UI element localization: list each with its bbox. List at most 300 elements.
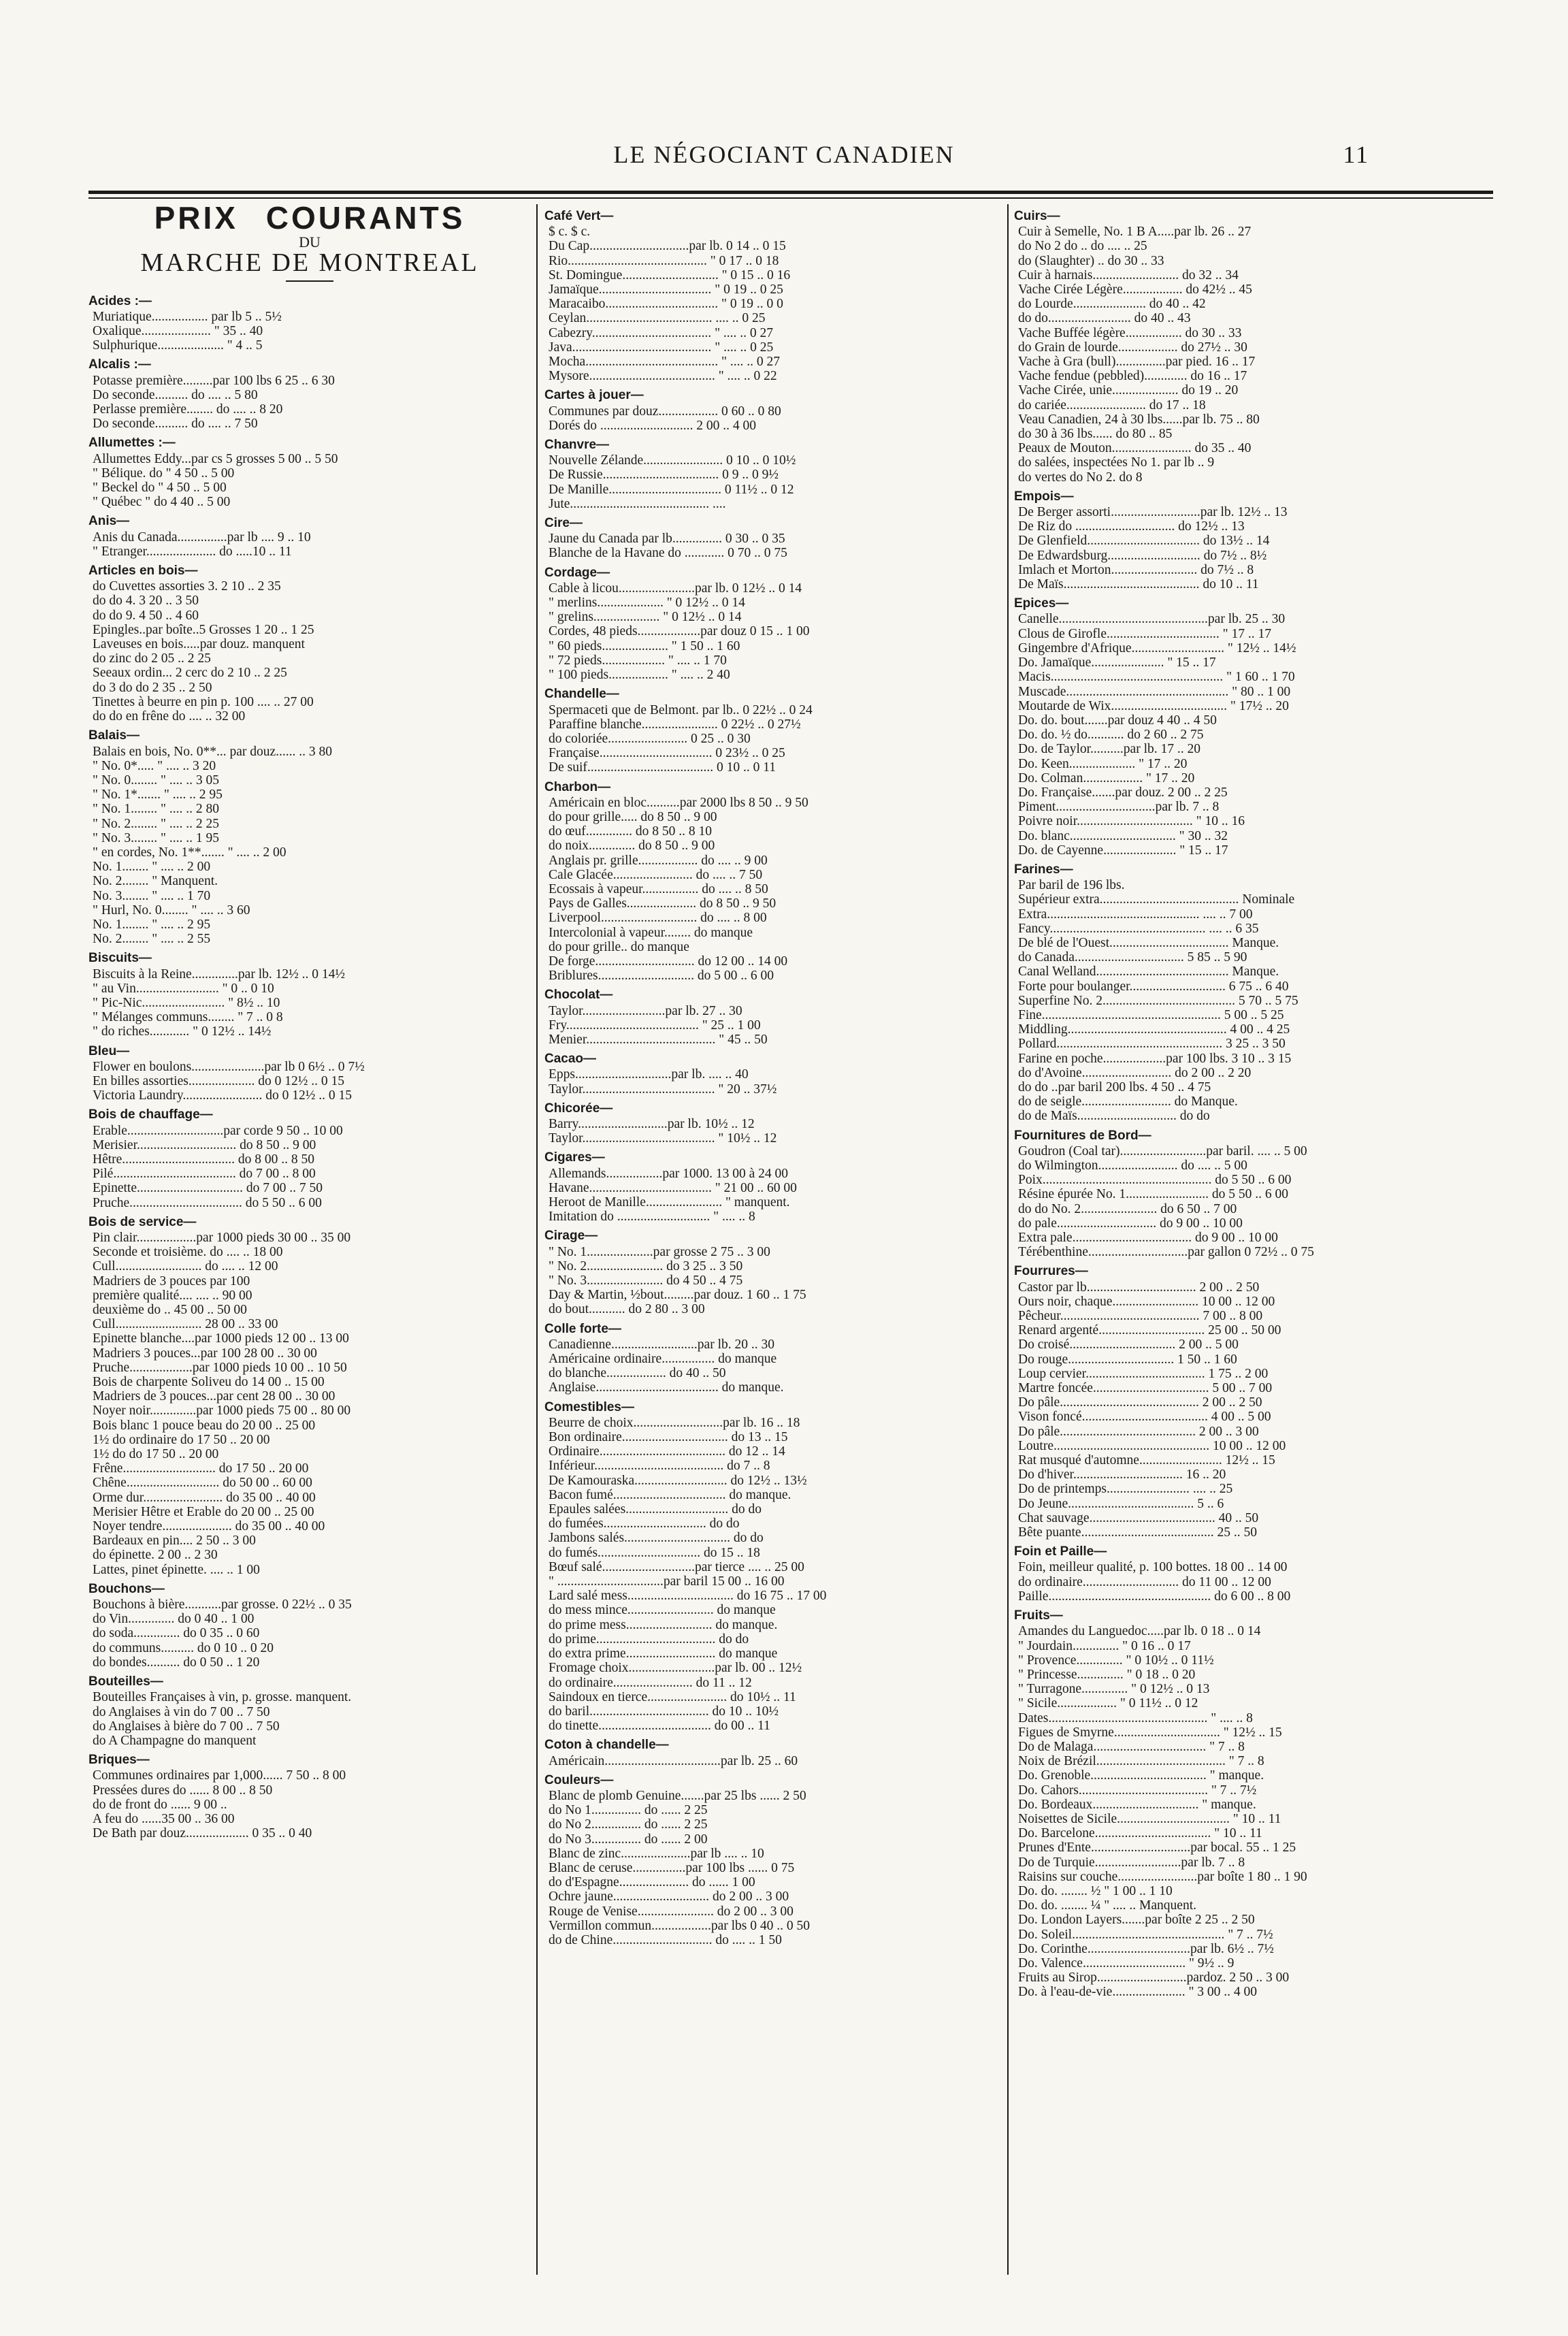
price-row: Fromage choix..........................par lb. 00 .. 12½ <box>549 1661 802 1676</box>
price-row: Bon ordinaire................................ do 13 .. 15 <box>549 1430 788 1445</box>
price-row: do fumées............................... do do <box>549 1516 740 1531</box>
section-heading: Couleurs— <box>544 1772 614 1787</box>
price-section <box>544 1052 1000 1097</box>
price-row: do de front do ...... 9 00 .. <box>93 1797 227 1812</box>
price-row: Bois blanc 1 pouce beau do 20 00 .. 25 00 <box>93 1418 316 1433</box>
price-section <box>88 436 531 509</box>
section-heading: Allumettes :— <box>88 436 176 451</box>
price-row: Américaine ordinaire................ do manque <box>549 1352 777 1367</box>
price-row: Do. à l'eau-de-vie...................... " 3 00 .. 4 00 <box>1018 1985 1258 2000</box>
price-row: Merisier.............................. do 8 50 .. 9 00 <box>93 1137 316 1152</box>
price-row: do pour grille..... do 8 50 .. 9 00 <box>549 809 717 824</box>
price-section <box>544 687 1000 775</box>
price-row: " No. 2........ " .... .. 2 25 <box>93 816 220 831</box>
price-section <box>544 1738 1000 1768</box>
price-row: Taylor........................................ " 20 .. 37½ <box>549 1082 777 1097</box>
section-heading: Bleu— <box>88 1043 130 1058</box>
price-row: Oxalique..................... " 35 .. 40 <box>93 324 263 339</box>
price-row: do de Maïs.............................. do do <box>1018 1109 1210 1124</box>
price-row: Pin clair..................par 1000 pieds 30 00 .. 35 00 <box>93 1231 351 1245</box>
price-row: Imitation do ............................ " .... .. 8 <box>549 1210 755 1224</box>
column-body <box>88 294 531 1841</box>
price-row: 1½ do do 17 50 .. 20 00 <box>93 1447 219 1462</box>
price-row: Madriers 3 pouces...par 100 28 00 .. 30 00 <box>93 1346 317 1361</box>
price-row: Beurre de choix...........................par lb. 16 .. 18 <box>549 1415 800 1430</box>
price-row: Cordes, 48 pieds...................par douz 0 15 .. 1 00 <box>549 624 810 639</box>
price-row: do coloriée........................ 0 25 .. 0 30 <box>549 731 751 746</box>
price-row: Epps.............................par lb. .... .. 40 <box>549 1067 749 1082</box>
price-row: Vermillon commun..................par lbs 0 40 .. 0 50 <box>549 1918 811 1933</box>
price-row: Hêtre.................................. do 8 00 .. 8 50 <box>93 1152 315 1167</box>
price-row: " No. 0........ " .... .. 3 05 <box>93 773 220 788</box>
price-row: Ordinaire...................................... do 12 .. 14 <box>549 1444 785 1459</box>
price-row: do do No. 2....................... do 6 50 .. 7 00 <box>1018 1201 1237 1216</box>
price-row: $ c. $ c. <box>549 225 591 240</box>
price-row: Jute.......................................... .... <box>549 496 726 511</box>
price-row: Ceylan...................................... .... .. 0 25 <box>549 311 766 326</box>
price-row: " No. 1........ " .... .. 2 80 <box>93 802 220 817</box>
page-number: 11 <box>1343 141 1369 168</box>
price-row: Do de Turquie..........................par lb. 7 .. 8 <box>1018 1855 1245 1870</box>
price-row: Pressées dures do ...... 8 00 .. 8 50 <box>93 1783 273 1798</box>
price-row: do cariée........................ do 17 .. 18 <box>1018 398 1206 412</box>
price-row: " No. 0*..... " .... .. 3 20 <box>93 758 216 773</box>
price-row: " en cordes, No. 1**....... " .... .. 2 00 <box>93 845 287 860</box>
price-row: Lard salé mess................................ do 16 75 .. 17 00 <box>549 1589 827 1604</box>
price-section <box>88 294 531 353</box>
price-row: Cable à licou.......................par lb. 0 12½ .. 0 14 <box>549 581 802 596</box>
price-row: Bacon fumé.................................. do manque. <box>549 1487 791 1502</box>
section-heading: Briques— <box>88 1753 150 1768</box>
price-row: Madriers de 3 pouces par 100 <box>93 1274 250 1288</box>
price-row: Fry........................................ " 25 .. 1 00 <box>549 1018 761 1033</box>
price-row: Bouchons à bière...........par grosse. 0 22½ .. 0 35 <box>93 1597 352 1612</box>
price-row: " Hurl, No. 0........ " .... .. 3 60 <box>93 903 250 918</box>
price-row: A feu do ......35 00 .. 36 00 <box>93 1811 235 1826</box>
section-heading: Cartes à jouer— <box>544 388 644 403</box>
price-row: " Pic-Nic......................... " 8½ .. 10 <box>93 995 280 1010</box>
section-heading: Bouteilles— <box>88 1674 163 1689</box>
price-row: De suif...................................... 0 10 .. 0 11 <box>549 760 777 775</box>
price-row: do Canada................................. 5 85 .. 5 90 <box>1018 950 1247 965</box>
price-row: " Princesse.............. " 0 18 .. 0 20 <box>1018 1667 1196 1682</box>
price-row: Dorés do ............................ 2 00 .. 4 00 <box>549 418 756 433</box>
price-row: St. Domingue............................. " 0 15 .. 0 16 <box>549 267 791 282</box>
price-row: Loutre............................................... 10 00 .. 12 00 <box>1018 1438 1286 1453</box>
price-row: do bout........... do 2 80 .. 3 00 <box>549 1302 705 1317</box>
price-row: Foin, meilleur qualité, p. 100 bottes. 18 00 .. 14 00 <box>1018 1560 1288 1575</box>
price-row: Do pâle......................................... 2 00 .. 3 00 <box>1018 1424 1259 1439</box>
price-row: Balais en bois, No. 0**... par douz...... .. 3 80 <box>93 744 333 759</box>
section-heading: Bois de chauffage— <box>88 1107 213 1122</box>
price-row: do (Slaughter) .. do 30 .. 33 <box>1018 253 1164 268</box>
price-row: Orme dur........................ do 35 00 .. 40 00 <box>93 1490 316 1505</box>
price-row: Loup cervier.................................... 1 75 .. 2 00 <box>1018 1366 1269 1381</box>
price-row: Amandes du Languedoc.....par lb. 0 18 .. 0 14 <box>1018 1624 1261 1639</box>
price-row: " No. 2....................... do 3 25 .. 3 50 <box>549 1259 743 1274</box>
price-row: do Vin.............. do 0 40 .. 1 00 <box>93 1612 255 1627</box>
price-row: do baril.................................... do 10 .. 10½ <box>549 1704 779 1719</box>
price-row: Pays de Galles..................... do 8 50 .. 9 50 <box>549 896 777 911</box>
price-row: Peaux de Mouton........................ do 35 .. 40 <box>1018 441 1252 456</box>
price-row: Blanc de zinc.....................par lb .... .. 10 <box>549 1846 764 1861</box>
price-row: Française.................................. 0 23½ .. 0 25 <box>549 746 785 761</box>
price-section <box>88 1674 531 1748</box>
price-row: do No 3............... do ...... 2 00 <box>549 1832 708 1847</box>
price-section <box>88 514 531 559</box>
price-row: Blanc de ceruse................par 100 lbs ...... 0 75 <box>549 1860 795 1875</box>
section-heading: Chicorée— <box>544 1101 613 1116</box>
price-row: do ordinaire........................ do 11 .. 12 <box>549 1675 752 1690</box>
price-row: Forte pour boulanger............................. 6 75 .. 6 40 <box>1018 979 1289 994</box>
price-row: Renard argenté................................ 25 00 .. 50 00 <box>1018 1323 1281 1338</box>
price-row: " 60 pieds.................... " 1 50 .. 1 60 <box>549 638 740 653</box>
price-row: " au Vin......................... " 0 .. 0 10 <box>93 981 274 996</box>
price-row: Pruche.................................. do 5 50 .. 6 00 <box>93 1195 322 1210</box>
price-row: Taylor.........................par lb. 27 .. 30 <box>549 1003 742 1018</box>
price-row: Flower en boulons......................par lb 0 6½ .. 0 7½ <box>93 1059 365 1074</box>
section-heading: Alcalis :— <box>88 357 151 372</box>
price-row: No. 2........ " .... .. 2 55 <box>93 932 211 947</box>
price-row: Blanche de la Havane do ............ 0 70 .. 0 75 <box>549 546 787 561</box>
price-row: " do riches............ " 0 12½ .. 14½ <box>93 1024 272 1039</box>
price-row: Do seconde.......... do .... .. 7 50 <box>93 417 258 432</box>
price-row: Bœuf salé............................par tierce .... .. 25 00 <box>549 1559 804 1574</box>
price-row: Supérieur extra.......................................... Nominale <box>1018 892 1295 907</box>
price-row: " 72 pieds................... " .... .. 1 70 <box>549 653 727 668</box>
price-row: Do. Française.......par douz. 2 00 .. 2 25 <box>1018 785 1228 800</box>
price-section <box>88 951 531 1039</box>
price-row: do blanche.................. do 40 .. 50 <box>549 1366 726 1381</box>
section-heading: Cire— <box>544 516 583 531</box>
price-row: Middling................................................ 4 00 .. 4 25 <box>1018 1022 1290 1037</box>
column-divider <box>1007 204 1009 2275</box>
price-row: Do rouge................................ 1 50 .. 1 60 <box>1018 1352 1237 1367</box>
price-row: Fruits au Sirop...........................pardoz. 2 50 .. 3 00 <box>1018 1970 1290 1985</box>
price-row: do 3 do do 2 35 .. 2 50 <box>93 680 212 695</box>
price-row: Do. do. bout.......par douz 4 40 .. 4 50 <box>1018 713 1217 728</box>
price-row: do communs.......... do 0 10 .. 0 20 <box>93 1640 274 1655</box>
price-row: Pruche...................par 1000 pieds 10 00 .. 10 50 <box>93 1360 347 1375</box>
section-heading: Foin et Paille— <box>1014 1544 1107 1559</box>
price-row: Vache Buffée légère................. do 30 .. 33 <box>1018 325 1242 340</box>
price-row: do do 4. 3 20 .. 3 50 <box>93 594 199 609</box>
price-row: Ochre jaune............................. do 2 00 .. 3 00 <box>549 1889 789 1904</box>
price-row: Résine épurée No. 1......................... do 5 50 .. 6 00 <box>1018 1187 1288 1202</box>
section-heading: Empois— <box>1014 489 1074 504</box>
price-row: do zinc do 2 05 .. 2 25 <box>93 651 211 666</box>
section-heading: Cacao— <box>544 1052 597 1067</box>
price-row: Canelle.............................................par lb. 25 .. 30 <box>1018 612 1286 627</box>
price-row: " Bélique. do " 4 50 .. 5 00 <box>93 466 235 481</box>
price-row: Do. Valence............................... " 9½ .. 9 <box>1018 1956 1235 1970</box>
price-row: Day & Martin, ½bout.........par douz. 1 60 .. 1 75 <box>549 1288 806 1303</box>
price-row: Pilé..................................... do 7 00 .. 8 00 <box>93 1167 316 1182</box>
price-row: do prime.................................... do do <box>549 1632 749 1646</box>
price-row: Jaune du Canada par lb............... 0 30 .. 0 35 <box>549 532 785 547</box>
price-row: Spermaceti que de Belmont. par lb.. 0 22½ .. 0 24 <box>549 702 813 717</box>
price-row: Extra pale.................................... do 9 00 .. 10 00 <box>1018 1231 1278 1246</box>
price-row: Bois de charpente Soliveu do 14 00 .. 15 00 <box>93 1375 325 1390</box>
price-row: Anglaise..................................... do manque. <box>549 1380 784 1395</box>
price-row: do ordinaire............................. do 11 00 .. 12 00 <box>1018 1574 1271 1589</box>
price-row: De Glenfield.................................. do 13½ .. 14 <box>1018 534 1270 549</box>
price-row: Java.......................................... " .... .. 0 25 <box>549 340 774 355</box>
price-row: Noix de Brézil....................................... " 7 .. 8 <box>1018 1754 1264 1769</box>
price-row: " Etranger..................... do .....10 .. 11 <box>93 544 292 559</box>
price-row: Vache à Gra (bull)...............par pied. 16 .. 17 <box>1018 355 1256 370</box>
price-row: " Mélanges communs........ " 7 .. 0 8 <box>93 1010 283 1025</box>
price-row: Ecossais à vapeur................. do .... .. 8 50 <box>549 881 768 896</box>
section-heading: Fruits— <box>1014 1608 1063 1623</box>
price-row: do prime mess.......................... do manque. <box>549 1617 778 1632</box>
price-row: do Wilmington........................ do .... .. 5 00 <box>1018 1158 1247 1173</box>
price-row: Do. do. ½ do........... do 2 60 .. 2 75 <box>1018 728 1204 743</box>
price-row: do Anglaises à vin do 7 00 .. 7 50 <box>93 1704 270 1719</box>
section-heading: Chocolat— <box>544 988 613 1003</box>
price-row: " merlins.................... " 0 12½ .. 0 14 <box>549 596 745 611</box>
price-row: Menier....................................... " 45 .. 50 <box>549 1032 768 1047</box>
price-row: Noyer tendre..................... do 35 00 .. 40 00 <box>93 1519 325 1534</box>
price-row: Bête puante........................................ 25 .. 50 <box>1018 1525 1257 1540</box>
price-row: " grelins.................... " 0 12½ .. 0 14 <box>549 610 742 625</box>
price-section <box>544 1400 1000 1734</box>
price-row: Térébenthine..............................par gallon 0 72½ .. 0 75 <box>1018 1245 1314 1260</box>
price-row: Communes ordinaires par 1,000...... 7 50 .. 8 00 <box>93 1768 346 1783</box>
column-divider <box>536 204 538 2275</box>
price-row: Do de printemps......................... .... .. 25 <box>1018 1482 1233 1497</box>
price-section <box>88 1582 531 1670</box>
price-row: Fine...................................................... 5 00 .. 5 25 <box>1018 1007 1284 1022</box>
price-row: do de seigle........................... do Manque. <box>1018 1094 1238 1109</box>
price-row: do mess mince.......................... do manque <box>549 1603 776 1618</box>
price-row: Canadienne..........................par lb. 20 .. 30 <box>549 1337 774 1352</box>
price-row: Imlach et Morton.......................... do 7½ .. 8 <box>1018 562 1254 577</box>
price-row: Epaules salées............................... do do <box>549 1502 762 1517</box>
price-row: do A Champagne do manquent <box>93 1733 257 1748</box>
price-row: Lattes, pinet épinette. .... .. 1 00 <box>93 1562 260 1577</box>
price-section <box>1014 596 1477 858</box>
price-section <box>88 1753 531 1840</box>
price-row: do No 2 do .. do .... .. 25 <box>1018 239 1147 254</box>
price-row: Do. de Taylor..........par lb. 17 .. 20 <box>1018 742 1200 757</box>
price-row: Du Cap..............................par lb. 0 14 .. 0 15 <box>549 239 786 254</box>
price-row: Rio.......................................... " 0 17 .. 0 18 <box>549 253 779 268</box>
price-row: Do Jeune...................................... 5 .. 6 <box>1018 1496 1224 1511</box>
price-row: do salées, inspectées No 1. par lb .. 9 <box>1018 455 1215 470</box>
price-row: Vison foncé...................................... 4 00 .. 5 00 <box>1018 1410 1271 1425</box>
price-row: Ours noir, chaque.......................... 10 00 .. 12 00 <box>1018 1294 1275 1309</box>
price-row: De blé de l'Ouest.................................... Manque. <box>1018 935 1279 950</box>
price-row: Inférieur....................................... do 7 .. 8 <box>549 1459 770 1474</box>
price-row: do 30 à 36 lbs...... do 80 .. 85 <box>1018 427 1173 442</box>
price-row: Cabezry.................................... " .... .. 0 27 <box>549 325 774 340</box>
price-row: Chêne............................ do 50 00 .. 60 00 <box>93 1476 312 1491</box>
price-row: Poix................................................... do 5 50 .. 6 00 <box>1018 1173 1292 1188</box>
price-row: No. 1........ " .... .. 2 95 <box>93 917 211 932</box>
price-column-1 <box>88 200 531 2275</box>
price-row: Bouteilles Françaises à vin, p. grosse. manquent. <box>93 1690 352 1705</box>
price-row: Erable.............................par corde 9 50 .. 10 00 <box>93 1123 343 1138</box>
price-row: Do. Jamaïque...................... " 15 .. 17 <box>1018 655 1216 670</box>
price-list-market: MARCHE DE MONTREAL <box>140 248 479 278</box>
header-rule-thin <box>88 197 1493 199</box>
price-row: Communes par douz.................. 0 60 .. 0 80 <box>549 404 781 419</box>
price-row: Do d'hiver................................. 16 .. 20 <box>1018 1467 1226 1482</box>
price-column-2 <box>544 204 1000 2275</box>
price-row: " No. 1....................par grosse 2 75 .. 3 00 <box>549 1244 770 1259</box>
price-section <box>1014 489 1477 591</box>
price-row: Chat sauvage...................................... 40 .. 50 <box>1018 1510 1259 1525</box>
section-heading: Cuirs— <box>1014 209 1060 223</box>
price-row: Extra.............................................. .... .. 7 00 <box>1018 907 1253 922</box>
price-row: Muscade................................................. " 80 .. 1 00 <box>1018 684 1291 699</box>
price-row: Muriatique................. par lb 5 .. 5½ <box>93 309 282 324</box>
price-row: Anglais pr. grille.................. do .... .. 9 00 <box>549 853 768 868</box>
price-row: Do. blanc................................ " 30 .. 32 <box>1018 828 1228 843</box>
price-row: Jambons salés................................ do do <box>549 1531 764 1546</box>
price-row: Cuir à Semelle, No. 1 B A.....par lb. 26 .. 27 <box>1018 225 1252 240</box>
price-section <box>88 564 531 724</box>
price-row: première qualité.... .... .. 90 00 <box>93 1288 252 1303</box>
price-section <box>1014 1129 1477 1260</box>
price-list-title-block <box>88 200 531 282</box>
section-heading: Cordage— <box>544 565 610 580</box>
price-row: " Jourdain.............. " 0 16 .. 0 17 <box>1018 1638 1191 1653</box>
price-row: Do. Bordeaux................................ " manque. <box>1018 1797 1256 1812</box>
price-row: " Turragone.............. " 0 12½ .. 0 13 <box>1018 1682 1210 1697</box>
section-heading: Chanvre— <box>544 438 610 453</box>
price-row: do No 2............... do ...... 2 25 <box>549 1817 708 1832</box>
price-row: Moutarde de Wix................................... " 17½ .. 20 <box>1018 698 1289 713</box>
price-row: Noisettes de Sicile.................................. " 10 .. 11 <box>1018 1811 1281 1826</box>
price-section <box>88 1044 531 1103</box>
column-body <box>544 209 1000 1947</box>
price-row: Nouvelle Zélande........................ 0 10 .. 0 10½ <box>549 453 796 468</box>
price-row: De Kamouraska............................ do 12½ .. 13½ <box>549 1473 807 1488</box>
section-heading: Epices— <box>1014 596 1069 611</box>
price-row: do noix.............. do 8 50 .. 9 00 <box>549 839 715 854</box>
price-row: Paraffine blanche....................... 0 22½ .. 0 27½ <box>549 717 801 732</box>
price-section <box>88 1215 531 1577</box>
price-row: Vache Cirée, unie.................... do 19 .. 20 <box>1018 383 1239 398</box>
price-row: Do. Barcelone................................... " 10 .. 11 <box>1018 1826 1262 1841</box>
price-row: Jamaïque.................................. " 0 19 .. 0 25 <box>549 282 783 297</box>
price-section <box>544 1150 1000 1224</box>
price-section <box>544 209 1000 383</box>
price-row: do soda.............. do 0 35 .. 0 60 <box>93 1626 260 1641</box>
price-row: De Russie................................... 0 9 .. 0 9½ <box>549 468 779 483</box>
section-heading: Cigares— <box>544 1150 605 1165</box>
price-section <box>88 1107 531 1210</box>
price-row: Do pâle.......................................... 2 00 .. 2 50 <box>1018 1395 1262 1410</box>
price-row: do pale.............................. do 9 00 .. 10 00 <box>1018 1216 1243 1231</box>
price-row: Victoria Laundry........................ do 0 12½ .. 0 15 <box>93 1088 353 1103</box>
price-section <box>544 566 1000 683</box>
price-row: Bardeaux en pin.... 2 50 .. 3 00 <box>93 1534 256 1548</box>
price-row: Do croisé................................ 2 00 .. 5 00 <box>1018 1337 1239 1352</box>
price-section <box>544 780 1000 984</box>
price-row: Do. de Cayenne...................... " 15 .. 17 <box>1018 843 1228 858</box>
price-row: " ................................par baril 15 00 .. 16 00 <box>549 1574 785 1589</box>
price-row: do do ..par baril 200 lbs. 4 50 .. 4 75 <box>1018 1080 1211 1094</box>
price-row: " Québec " do 4 40 .. 5 00 <box>93 495 231 510</box>
section-heading: Bois de service— <box>88 1214 197 1229</box>
price-row: Briblures............................. do 5 00 .. 6 00 <box>549 969 774 984</box>
section-heading: Coton à chandelle— <box>544 1738 669 1753</box>
price-row: Maracaibo.................................. " 0 19 .. 0 0 <box>549 297 783 312</box>
section-heading: Fournitures de Bord— <box>1014 1128 1152 1143</box>
price-section <box>1014 1608 1477 1999</box>
price-row: No. 2........ " Manquent. <box>93 874 218 889</box>
price-row: do œuf.............. do 8 50 .. 8 10 <box>549 824 712 839</box>
price-row: do bondes.......... do 0 50 .. 1 20 <box>93 1655 260 1670</box>
price-section <box>544 1101 1000 1146</box>
price-row: Rat musqué d'automne......................... 12½ .. 15 <box>1018 1453 1275 1468</box>
price-row: De forge.............................. do 12 00 .. 14 00 <box>549 954 788 969</box>
section-heading: Colle forte— <box>544 1321 621 1336</box>
section-heading: Chandelle— <box>544 687 619 702</box>
price-row: Pollard.................................................. 3 25 .. 3 50 <box>1018 1037 1286 1052</box>
price-row: Sulphurique.................... " 4 .. 5 <box>93 338 263 353</box>
price-row: Raisins sur couche........................par boîte 1 80 .. 1 90 <box>1018 1869 1307 1884</box>
price-row: Paille................................................. do 6 00 .. 8 00 <box>1018 1589 1291 1604</box>
price-section <box>544 1322 1000 1395</box>
price-row: Potasse première.........par 100 lbs 6 25 .. 6 30 <box>93 373 335 388</box>
price-row: do do......................... do 40 .. 43 <box>1018 311 1191 326</box>
price-section <box>544 1773 1000 1947</box>
price-column-3 <box>1014 204 1477 2275</box>
price-row: Do. do. ........ ¼ " .... .. Manquent. <box>1018 1898 1196 1913</box>
section-heading: Biscuits— <box>88 951 152 966</box>
price-row: do d'Espagne..................... do ...... 1 00 <box>549 1875 755 1890</box>
section-heading: Balais— <box>88 728 140 743</box>
price-row: do fumés............................... do 15 .. 18 <box>549 1545 760 1560</box>
price-section <box>88 728 531 946</box>
price-row: Cull.......................... do .... .. 12 00 <box>93 1259 278 1274</box>
price-row: Pêcheur.......................................... 7 00 .. 8 00 <box>1018 1309 1263 1324</box>
price-row: Merisier Hêtre et Erable do 20 00 .. 25 00 <box>93 1504 314 1519</box>
price-row: Madriers de 3 pouces...par cent 28 00 .. 30 00 <box>93 1389 336 1404</box>
price-row: deuxième do .. 45 00 .. 50 00 <box>93 1303 247 1318</box>
price-section <box>544 516 1000 561</box>
price-section <box>544 438 1000 511</box>
price-section <box>1014 1264 1477 1540</box>
price-row: do No 1............... do ...... 2 25 <box>549 1803 708 1818</box>
price-row: do de Chine.............................. do .... .. 1 50 <box>549 1932 782 1947</box>
price-section <box>88 357 531 431</box>
price-section <box>544 1229 1000 1316</box>
price-row: " 100 pieds.................. " .... .. 2 40 <box>549 668 730 683</box>
price-row: Do. Grenoble................................... " manque. <box>1018 1768 1264 1783</box>
price-row: do Cuvettes assorties 3. 2 10 .. 2 35 <box>93 579 281 594</box>
price-row: do tinette.................................. do 00 .. 11 <box>549 1719 770 1734</box>
price-row: Cale Glacée........................ do .... .. 7 50 <box>549 867 763 882</box>
price-row: De Bath par douz................... 0 35 .. 0 40 <box>93 1826 312 1841</box>
price-row: " No. 3........ " .... .. 1 95 <box>93 830 220 845</box>
price-row: Figues de Smyrne................................ " 12½ .. 15 <box>1018 1725 1282 1740</box>
price-row: No. 3........ " .... .. 1 70 <box>93 888 211 903</box>
price-row: do Lourde...................... do 40 .. 42 <box>1018 297 1206 312</box>
price-row: De Edwardsburg............................ do 7½ .. 8½ <box>1018 548 1267 563</box>
price-row: De Manille.................................. 0 11½ .. 0 12 <box>549 482 794 497</box>
price-row: Do. Soleil.............................................. " 7 .. 7½ <box>1018 1927 1273 1942</box>
price-row: Superfine No. 2........................................ 5 70 .. 5 75 <box>1018 993 1298 1008</box>
price-row: do Anglaises à bière do 7 00 .. 7 50 <box>93 1719 280 1734</box>
price-row: Gingembre d'Afrique............................ " 12½ .. 14½ <box>1018 640 1296 655</box>
price-list-title: PRIX COURANTS <box>154 200 466 236</box>
price-row: Goudron (Coal tar)..........................par baril. .... .. 5 00 <box>1018 1143 1307 1158</box>
